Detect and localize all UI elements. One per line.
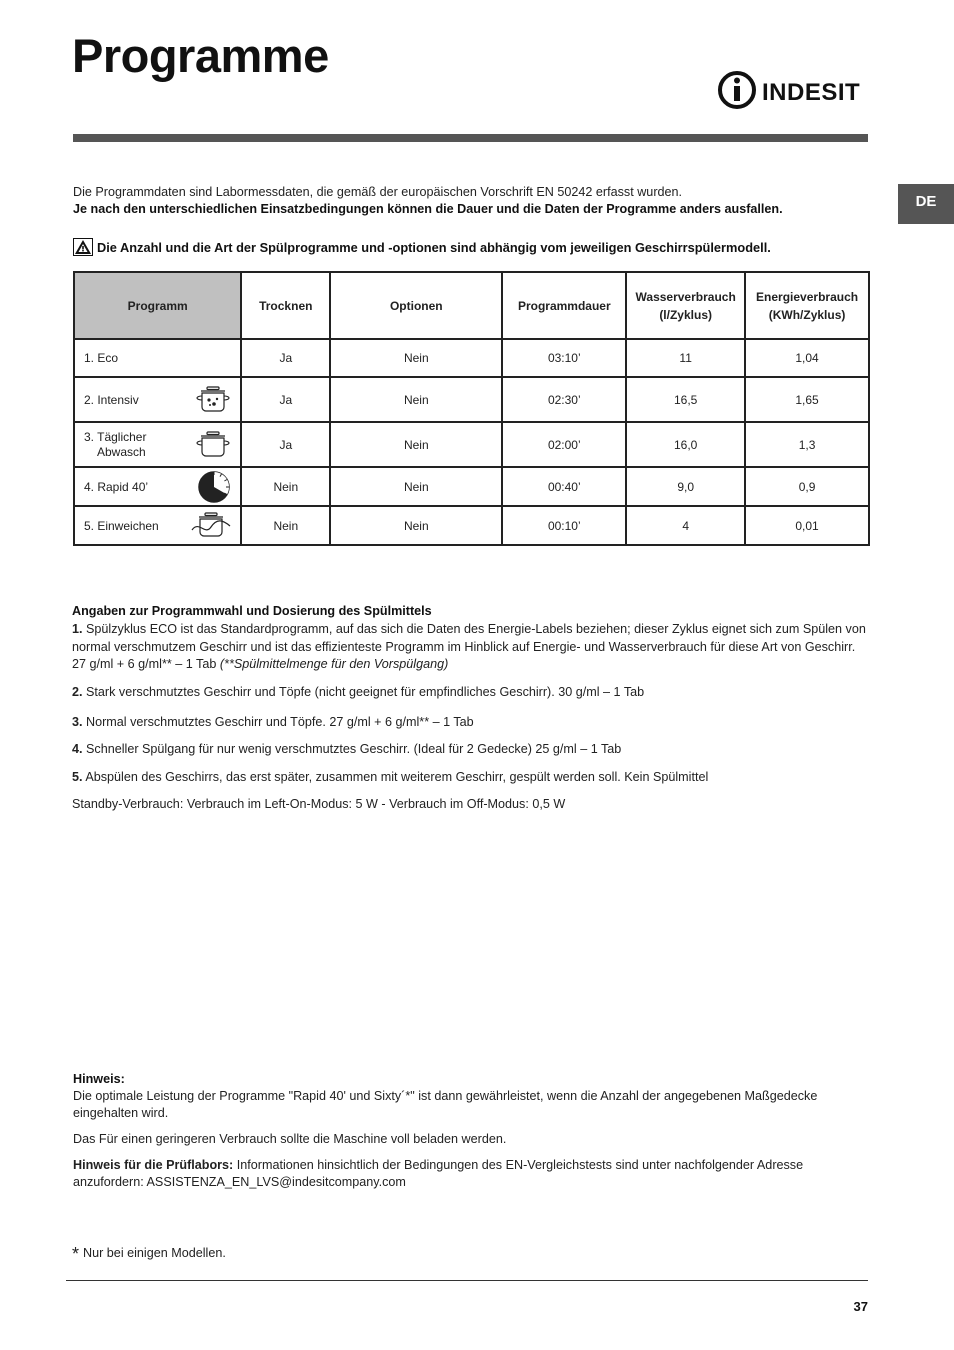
cell-dauer: 00:40’ xyxy=(502,467,626,506)
cell-trocknen: Ja xyxy=(241,339,330,377)
cell-optionen: Nein xyxy=(330,506,502,545)
cell-energie: 1,04 xyxy=(745,339,869,377)
cell-dauer: 03:10’ xyxy=(502,339,626,377)
cell-wasser: 9,0 xyxy=(626,467,745,506)
cell-optionen: Nein xyxy=(330,467,502,506)
cell-dauer: 00:10’ xyxy=(502,506,626,545)
soak-icon xyxy=(191,512,231,540)
table-header-row xyxy=(74,272,869,339)
warning-text: Die Anzahl und die Art der Spülprogramme und -optionen sind abhängig vom jeweiligen Geschirrspülermodell. xyxy=(97,239,771,255)
program-name-cell xyxy=(74,506,241,545)
table-row xyxy=(74,422,869,467)
intro-line-1: Die Programmdaten sind Labormessdaten, die gemäß der europäischen Vorschrift EN 50242 erfasst wurden. xyxy=(73,185,683,199)
cell-energie: 1,3 xyxy=(745,422,869,467)
pot-intensive-icon xyxy=(195,385,231,415)
program-name: 5. Einweichen xyxy=(84,518,159,533)
table-row xyxy=(74,377,869,422)
note-item-3: 3. Normal verschmutztes Geschirr und Töpfe. 27 g/ml + 6 g/ml** – 1 Tab xyxy=(72,714,474,729)
cell-wasser: 16,0 xyxy=(626,422,745,467)
header-energieverbrauch: Energieverbrauch (KWh/Zyklus) xyxy=(745,272,869,339)
cell-dauer: 02:00’ xyxy=(502,422,626,467)
hinweis-section xyxy=(73,1071,871,1200)
hinweis-heading: Hinweis: xyxy=(73,1072,125,1086)
table-row xyxy=(74,506,869,545)
intro-line-2: Je nach den unterschiedlichen Einsatzbedingungen können die Dauer und die Daten der Programme anders ausfallen. xyxy=(73,202,783,216)
table-row xyxy=(74,339,869,377)
program-name: 3. Täglicher Abwasch xyxy=(84,429,147,459)
program-name: 4. Rapid 40’ xyxy=(84,479,149,494)
intro-text xyxy=(73,184,873,218)
rapid-clock-icon xyxy=(197,470,231,504)
cell-wasser: 4 xyxy=(626,506,745,545)
header-divider xyxy=(73,134,868,142)
note-item-5: 5. Abspülen des Geschirrs, das erst später, zusammen mit weiterem Geschirr, gespült werden soll. Kein Spülmittel xyxy=(72,769,709,784)
program-name: 2. Intensiv xyxy=(84,392,139,407)
header-programm: Programm xyxy=(74,272,241,339)
pot-daily-icon xyxy=(195,430,231,460)
svg-text:INDESIT: INDESIT xyxy=(762,79,861,106)
note-item-4: 4. Schneller Spülgang für nur wenig verschmutztes Geschirr. (Ideal für 2 Gedecke) 25 g/ml – 1 Tab xyxy=(72,742,622,757)
note-item-2: 2. Stark verschmutztes Geschirr und Töpfe (nicht geeignet für empfindliches Geschirr). 30 g/ml – 1 Tab xyxy=(72,684,645,699)
program-name: 1. Eco xyxy=(74,339,241,377)
cell-trocknen: Nein xyxy=(241,506,330,545)
standby-info: Standby-Verbrauch: Verbrauch im Left-On-Modus: 5 W - Verbrauch im Off-Modus: 0,5 W xyxy=(72,797,566,811)
page-number: 37 xyxy=(853,1299,868,1314)
cell-optionen: Nein xyxy=(330,377,502,422)
indesit-logo xyxy=(716,68,868,114)
warning-icon xyxy=(73,238,93,256)
program-name-cell xyxy=(74,422,241,467)
cell-energie: 0,9 xyxy=(745,467,869,506)
cell-trocknen: Ja xyxy=(241,377,330,422)
page-title: Programme xyxy=(72,29,329,82)
cell-optionen: Nein xyxy=(330,422,502,467)
cell-energie: 0,01 xyxy=(745,506,869,545)
language-tab: DE xyxy=(898,184,954,224)
cell-trocknen: Ja xyxy=(241,422,330,467)
footnote-text: Nur bei einigen Modellen. xyxy=(83,1246,226,1260)
table-row xyxy=(74,467,869,506)
hinweis-p3: Hinweis für die Prüflabors: Informationen hinsichtlich der Bedingungen des EN-Vergleichstests sind unter nachfolgender Adresse anzufordern: ASSISTENZA_EN_LVS@indesitcompany.com xyxy=(73,1158,804,1189)
cell-energie: 1,65 xyxy=(745,377,869,422)
footnote xyxy=(72,1244,226,1265)
footnote-star: * xyxy=(72,1244,80,1264)
program-table xyxy=(73,271,870,546)
cell-wasser: 11 xyxy=(626,339,745,377)
cell-trocknen: Nein xyxy=(241,467,330,506)
cell-wasser: 16,5 xyxy=(626,377,745,422)
cell-optionen: Nein xyxy=(330,339,502,377)
hinweis-p1: Die optimale Leistung der Programme "Rapid 40' und Sixty´*" ist dann gewährleistet, wenn die Anzahl der angegebenen Maßgedecke eingehalten wird. xyxy=(73,1089,818,1120)
notes-heading: Angaben zur Programmwahl und Dosierung des Spülmittels xyxy=(72,604,432,618)
program-name-cell xyxy=(74,377,241,422)
program-notes xyxy=(72,603,870,823)
header-trocknen: Trocknen xyxy=(241,272,330,339)
footer-divider xyxy=(66,1280,868,1281)
program-name-cell xyxy=(74,467,241,506)
header-optionen: Optionen xyxy=(330,272,502,339)
cell-dauer: 02:30’ xyxy=(502,377,626,422)
header-programmdauer: Programmdauer xyxy=(502,272,626,339)
header-wasserverbrauch: Wasserverbrauch (l/Zyklus) xyxy=(626,272,745,339)
note-item-1: 1. Spülzyklus ECO ist das Standardprogramm, auf das sich die Daten des Energie-Labels beziehen; dieser Zyklus eignet sich zum Spülen von normal verschmutzem Geschirr und ist das effizienteste Programm im Hinblick auf Energie- und Wasserverbrauch für diese Art von Geschirr. 27 g/ml + 6 g/ml** – 1 Tab (**Spülmittelmenge für den Vorspülgang) xyxy=(72,622,866,672)
hinweis-p2: Das Für einen geringeren Verbrauch sollte die Maschine voll beladen werden. xyxy=(73,1132,507,1146)
warning-notice xyxy=(73,238,873,256)
